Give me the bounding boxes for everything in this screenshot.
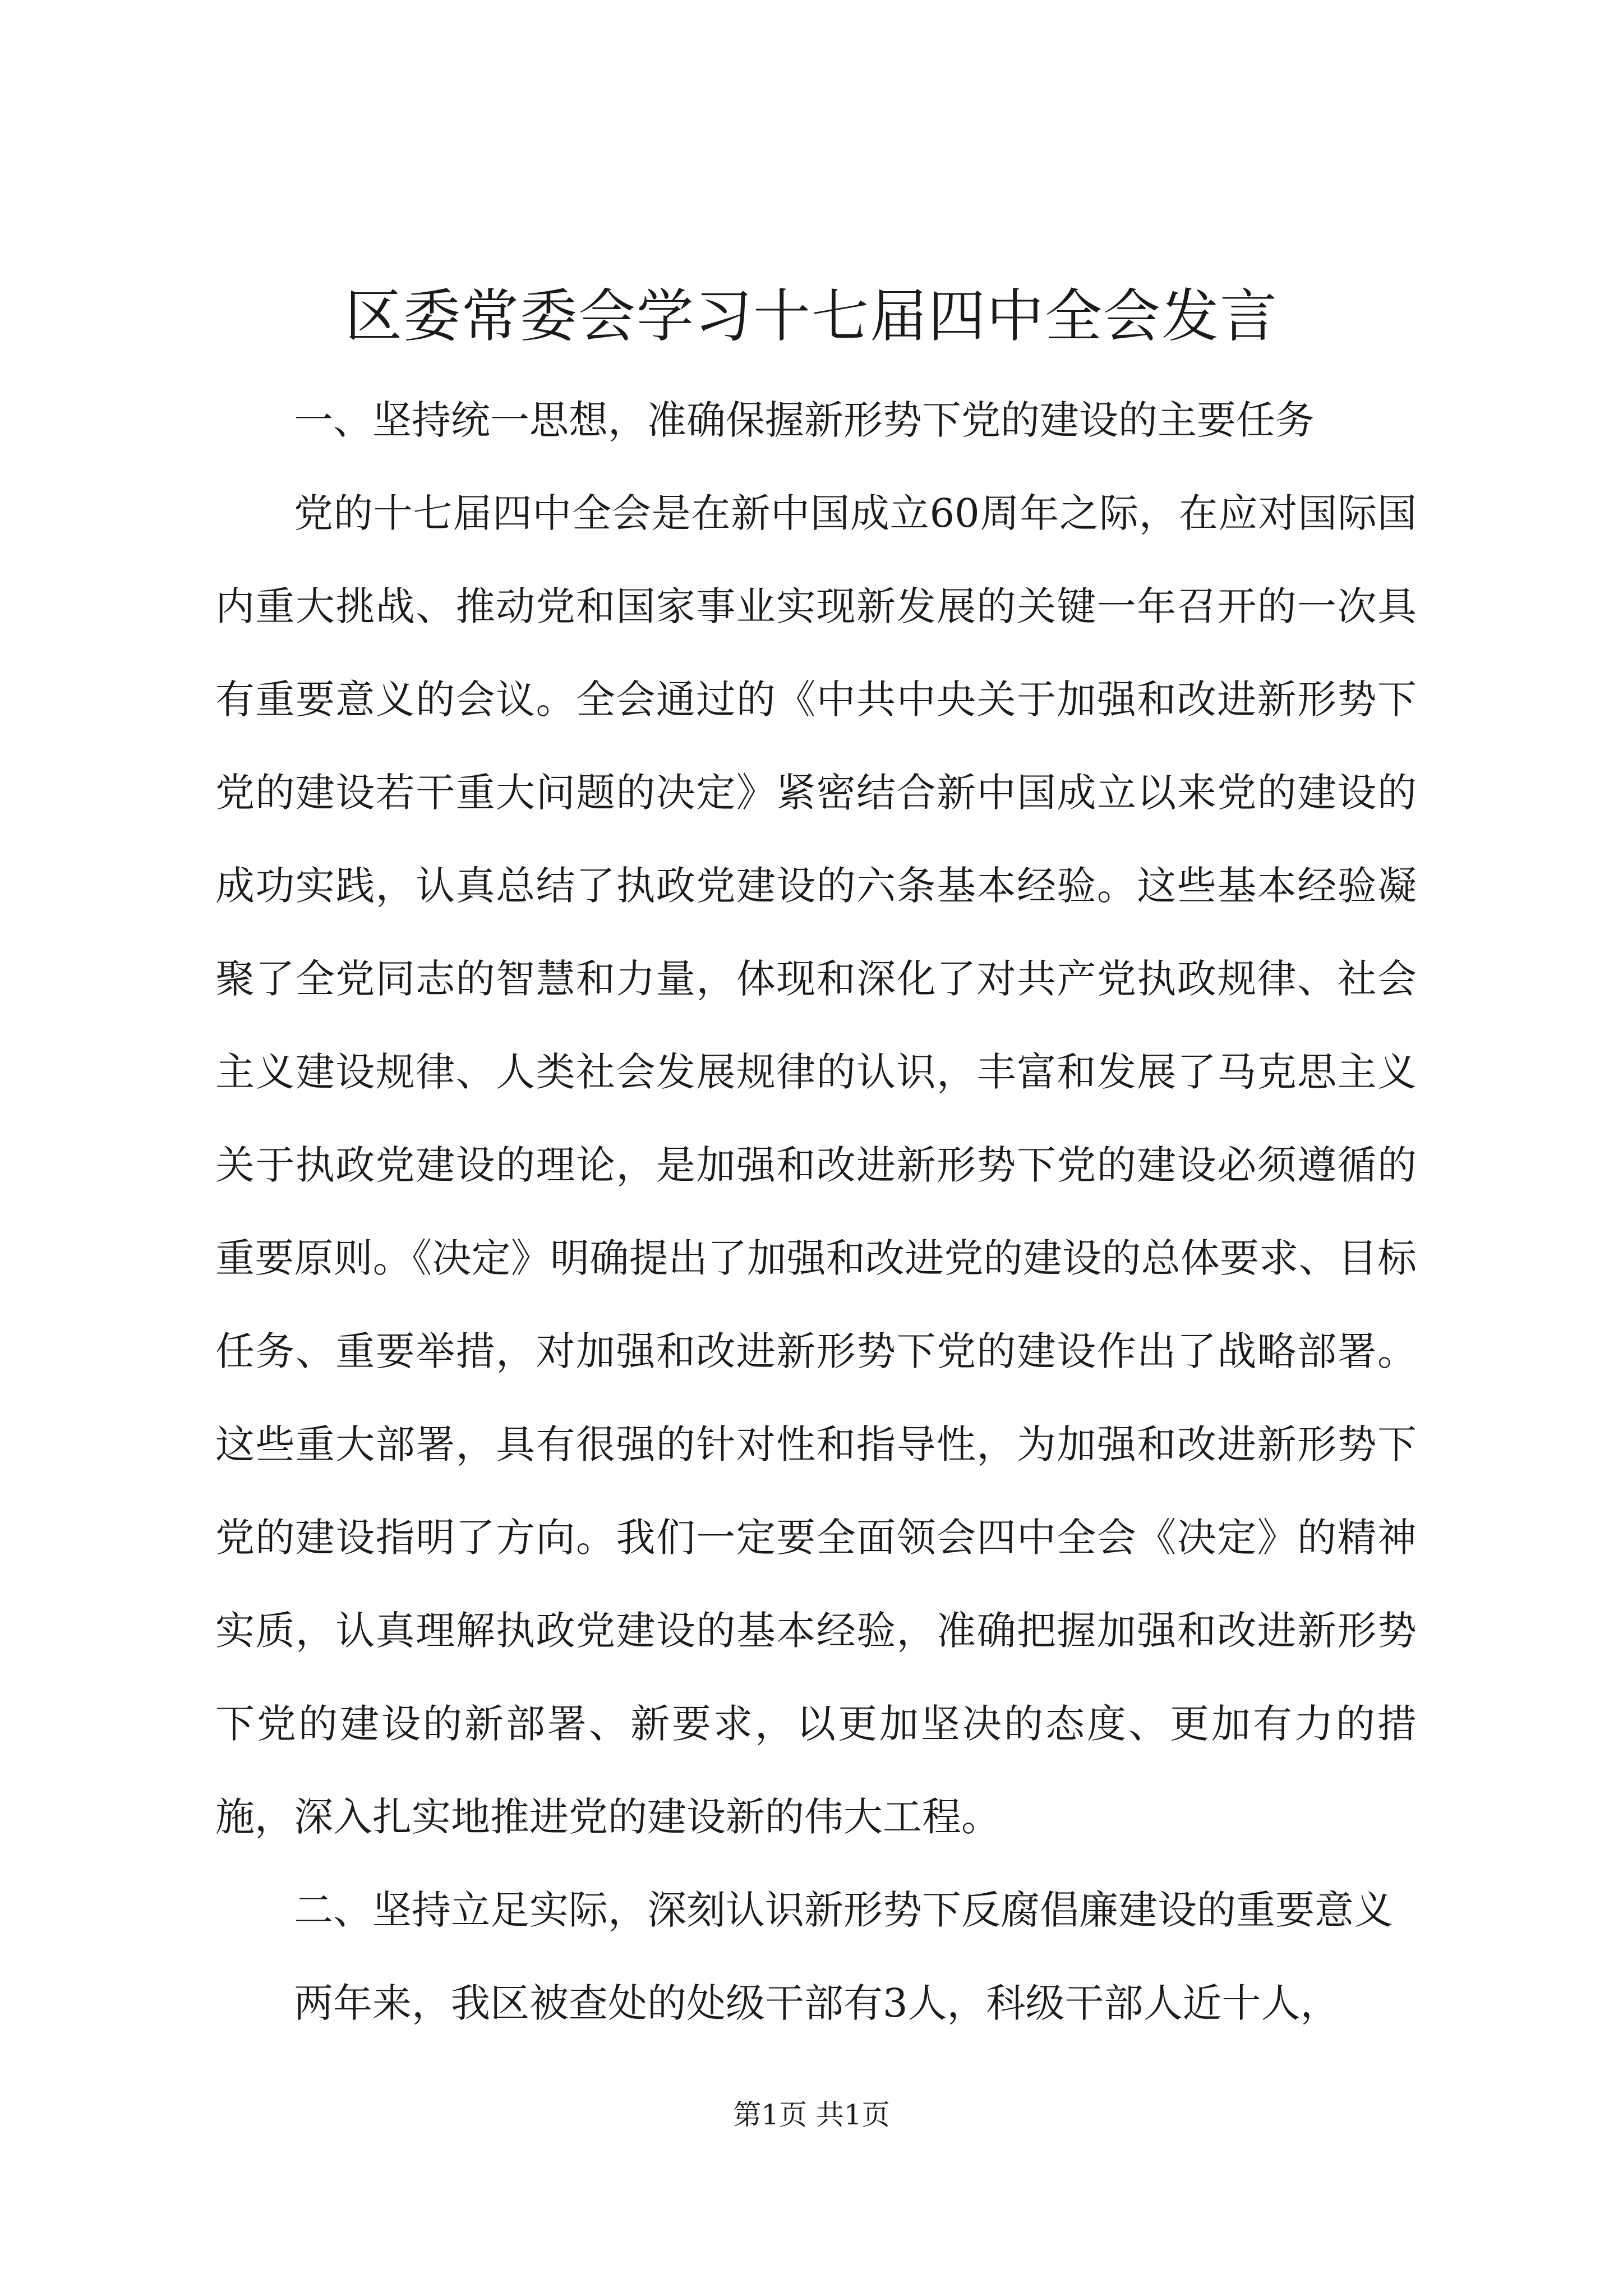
page-footer: 第1页 共1页: [733, 2099, 890, 2131]
body-paragraph-1: 党的十七届四中全会是在新中国成立60周年之际，在应对国际国内重大挑战、推动党和国家事业实现新发展的关键一年召开的一次具有重要意义的会议。全会通过的《中共中央关于加强和改进新形势下党的建设若干重大问题的决定》紧密结合新中国成立以来党的建设的成功实践，认真总结了执政党建设的六条基本经验。这些基本经验凝聚了全党同志的智慧和力量，体现和深化了对共产党执政规律、社会主义建设规律、人类社会发展规律的认识，丰富和发展了马克思主义关于执政党建设的理论，是加强和改进新形势下党的建设必须遵循的重要原则。《决定》明确提出了加强和改进党的建设的总体要求、目标任务、重要举措，对加强和改进新形势下党的建设作出了战略部署。这些重大部署，具有很强的针对性和指导性，为加强和改进新形势下党的建设指明了方向。我们一定要全面领会四中全会《决定》的精神实质，认真理解执政党建设的基本经验，准确把握加强和改进新形势下党的建设的新部署、新要求，以更加坚决的态度、更加有力的措施，深入扎实地推进党的建设新的伟大工程。: [215, 490, 1417, 1840]
section-heading-1: 一、坚持统一思想，准确保握新形势下党的建设的主要任务: [294, 397, 1315, 443]
document-body: [215, 374, 1417, 2050]
document-title: 区委常委会学习十七届四中全会发言: [345, 283, 1278, 350]
body-paragraph-2: 两年来，我区被查处的处级干部有3人，科级干部人近十人，: [294, 1980, 1340, 2026]
section-heading-2: 二、坚持立足实际，深刻认识新形势下反腐倡廉建设的重要意义: [294, 1887, 1393, 1933]
